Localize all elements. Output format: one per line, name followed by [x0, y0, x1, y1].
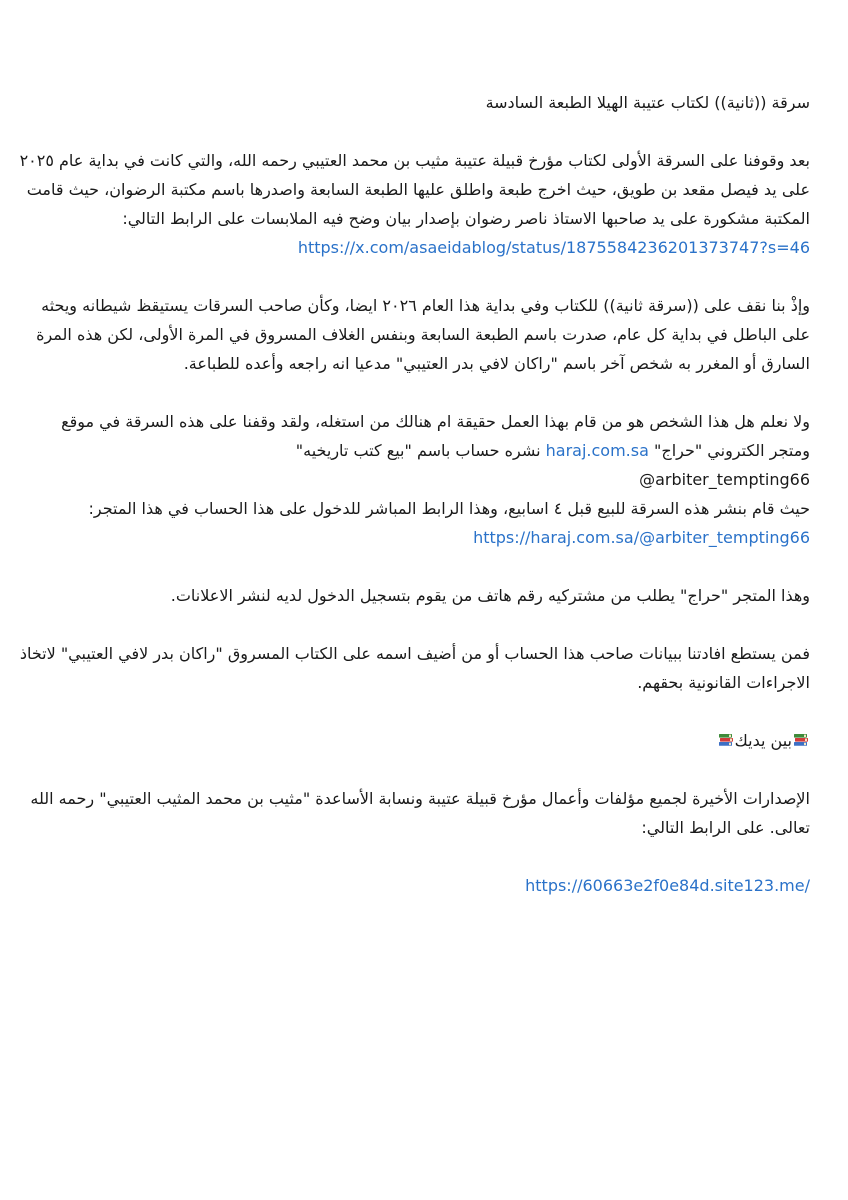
paragraph-second-theft [38, 291, 810, 378]
account-link[interactable]: https://haraj.com.sa/@arbiter_tempting66 [473, 528, 810, 547]
text-segment: بين يديك [734, 731, 792, 750]
text-line: الإصدارات الأخيرة لجميع مؤلفات وأعمال مؤرخ قبيلة عتيبة ونسابة الأساعدة "مثيب بن محمد المثيب العتيبي" رحمه الله [30, 789, 810, 808]
document-body [19, 88, 810, 929]
text-line: فمن يستطع افادتنا ببيانات صاحب هذا الحساب أو من أضيف اسمه على الكتاب المسروق "راكان بدر لافي العتيبي" لاتخاذ [19, 644, 810, 663]
statement-link[interactable]: https://x.com/asaeidablog/status/1875584236201373747?s=46 [297, 238, 810, 257]
paragraph-haraj [38, 407, 810, 552]
text-line: بعد وقوفنا على السرقة الأولى لكتاب مؤرخ قبيلة عتيبة مثيب بن محمد العتيبي رحمه الله، والتي كانت في بداية عام ٢٠٢٥ [19, 151, 810, 170]
books-icon [718, 733, 734, 747]
text-segment: نشره حساب باسم "بيع كتب تاريخيه" [295, 441, 541, 460]
text-line: المكتبة مشكورة على يد صاحبها الاستاذ ناصر رضوان بإصدار بيان وضح فيه الملابسات على الرابط التالي: [122, 209, 810, 228]
paragraph-between-hands [38, 726, 810, 755]
text-line [38, 436, 810, 465]
paragraph-first-theft [19, 146, 810, 262]
text-line: حيث قام بنشر هذه السرقة للبيع قبل ٤ اسابيع، وهذا الرابط المباشر للدخول على هذا الحساب في هذا المتجر: [88, 499, 810, 518]
account-handle: @arbiter_tempting66 [639, 470, 810, 489]
text-line: تعالى. على الرابط التالي: [641, 818, 810, 837]
text-line: على الباطل في بداية كل عام، صدرت باسم الطبعة السابعة وبنفس الغلاف المسروق في المرة الأولى، لكن هذه المرة [36, 325, 810, 344]
haraj-link[interactable]: haraj.com.sa [545, 441, 649, 460]
text-line: وإذْ بنا نقف على ((سرقة ثانية)) للكتاب وفي بداية هذا العام ٢٠٢٦ ايضا، وكأن صاحب السرقات يستيقظ شيطانه ويحثه [41, 296, 810, 315]
books-icon [793, 733, 809, 747]
text-line [38, 726, 810, 755]
text-line: ولا نعلم هل هذا الشخص هو من قام بهذا العمل حقيقة ام هنالك من استغله، ولقد وقفنا على هذه السرقة في موقع [61, 412, 810, 431]
text-line: على يد فيصل مقعد بن طويق، حيث اخرج طبعة واطلق عليها الطبعة السابعة واصدرها باسم مكتبة الرضوان، حيث قامت [26, 180, 810, 199]
text-line: وهذا المتجر "حراج" يطلب من مشتركيه رقم هاتف من يقوم بتسجيل الدخول لديه لنشر الاعلانات. [170, 586, 810, 605]
text-line: السارق أو المغرر به شخص آخر باسم "راكان لافي بدر العتيبي" مدعيا انه راجعه وأعده للطباعة. [183, 354, 810, 373]
paragraph-request [19, 639, 810, 697]
text-line: الاجراءات القانونية بحقهم. [637, 673, 810, 692]
paragraph-final-link [38, 871, 810, 900]
paragraph-store-note [38, 581, 810, 610]
text-segment: ومتجر الكتروني "حراج" [654, 441, 810, 460]
title-line: سرقة ((ثانية)) لكتاب عتيبة الهيلا الطبعة السادسة [485, 93, 810, 112]
document-title [38, 88, 810, 117]
paragraph-latest-releases [30, 784, 810, 842]
site-link[interactable]: https://60663e2f0e84d.site123.me/ [525, 876, 810, 895]
